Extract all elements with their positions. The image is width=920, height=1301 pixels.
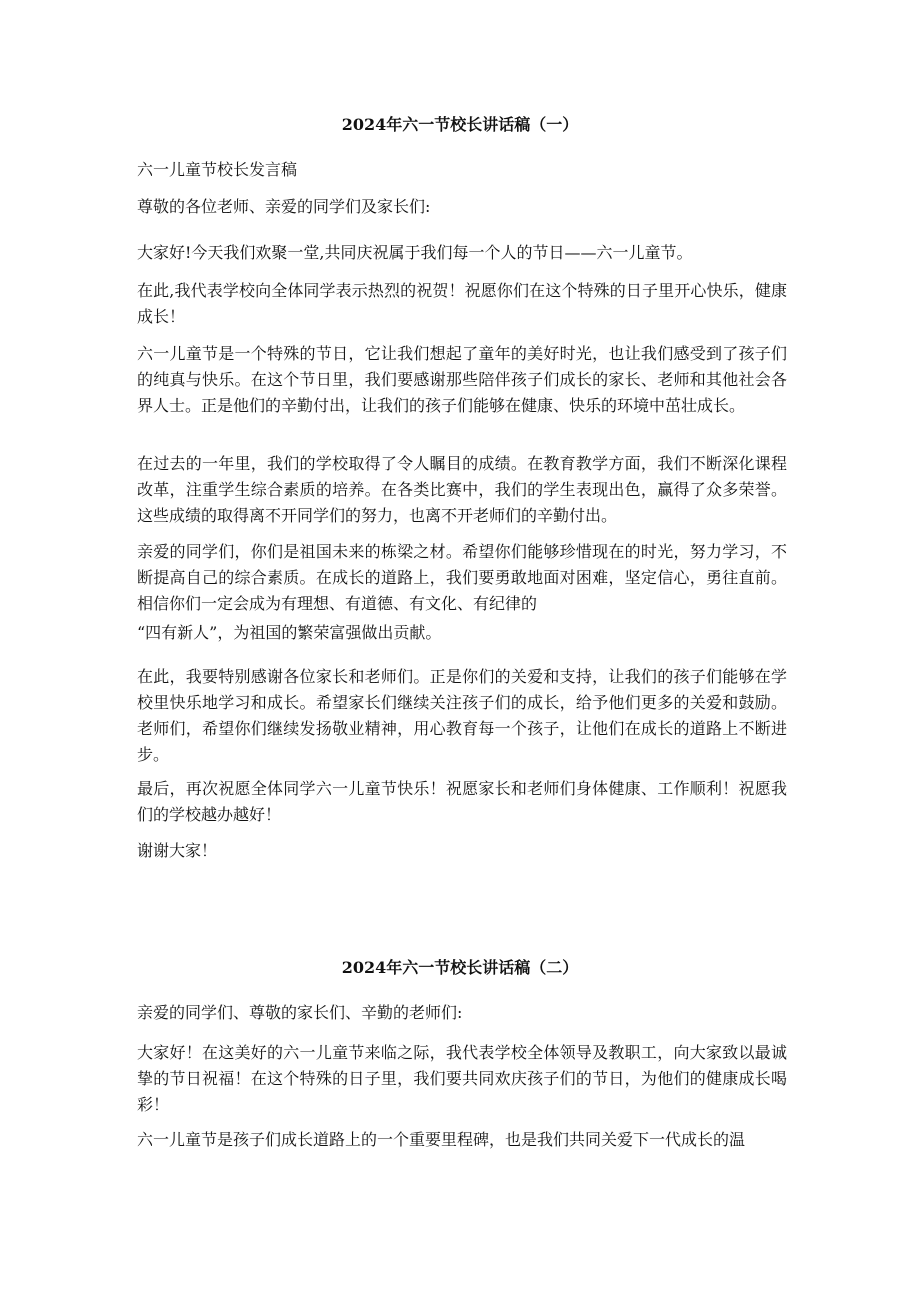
section-1-paragraph-4: 在此,我代表学校向全体同学表示热烈的祝贺！祝愿你们在这个特殊的日子里开心快乐，健康成长！ bbox=[137, 281, 787, 326]
section-2-paragraph-3: 六一儿童节是孩子们成长道路上的一个重要里程碑，也是我们共同关爱下一代成长的温 bbox=[137, 1130, 746, 1149]
section-2-paragraph-2: 大家好！在这美好的六一儿童节来临之际，我代表学校全体领导及教职工，向大家致以最诚挚的节日祝福！在这个特殊的日子里，我们要共同欢庆孩子们的节日，为他们的健康成长喝彩！ bbox=[137, 1043, 787, 1114]
section-1-paragraph-5: 六一儿童节是一个特殊的节日，它让我们想起了童年的美好时光，也让我们感受到了孩子们的纯真与快乐。在这个节日里，我们要感谢那些陪伴孩子们成长的家长、老师和其他社会各界人士。正是他们的辛勤付出，让我们的孩子们能够在健康、快乐的环境中茁壮成长。 bbox=[137, 344, 787, 415]
section-1-paragraph-10: 最后，再次祝愿全体同学六一儿童节快乐！祝愿家长和老师们身体健康、工作顺利！祝愿我们的学校越办越好！ bbox=[137, 779, 787, 824]
section-1-title: 2024年六一节校长讲话稿（一） bbox=[341, 115, 579, 134]
section-1-paragraph-3: 大家好!今天我们欢聚一堂,共同庆祝属于我们每一个人的节日——六一儿童节。 bbox=[137, 243, 693, 262]
section-1-paragraph-11: 谢谢大家！ bbox=[137, 841, 218, 860]
section-1-paragraph-8: “四有新人”，为祖国的繁荣富强做出贡献。 bbox=[137, 623, 442, 642]
section-1-paragraph-9: 在此，我要特别感谢各位家长和老师们。正是你们的关爱和支持，让我们的孩子们能够在学校里快乐地学习和成长。希望家长们继续关注孩子们的成长，给予他们更多的关爱和鼓励。老师们，希望你们继续发扬敬业精神，用心教育每一个孩子，让他们在成长的道路上不断进步。 bbox=[137, 667, 787, 764]
section-1-paragraph-7: 亲爱的同学们，你们是祖国未来的栋梁之材。希望你们能够珍惜现在的时光，努力学习，不断提高自己的综合素质。在成长的道路上，我们要勇敢地面对困难，坚定信心，勇往直前。相信你们一定会成为有理想、有道德、有文化、有纪律的 bbox=[137, 542, 787, 613]
section-2-title: 2024年六一节校长讲话稿（二） bbox=[341, 958, 579, 977]
section-2-paragraph-1: 亲爱的同学们、尊敬的家长们、辛勤的老师们: bbox=[137, 1003, 463, 1022]
section-1-paragraph-6: 在过去的一年里，我们的学校取得了令人瞩目的成绩。在教育教学方面，我们不断深化课程改革，注重学生综合素质的培养。在各类比赛中，我们的学生表现出色，赢得了众多荣誉。这些成绩的取得离不开同学们的努力，也离不开老师们的辛勤付出。 bbox=[137, 454, 787, 525]
section-1-paragraph-1: 六一儿童节校长发言稿 bbox=[137, 160, 298, 179]
section-1-paragraph-2: 尊敬的各位老师、亲爱的同学们及家长们: bbox=[137, 197, 431, 216]
